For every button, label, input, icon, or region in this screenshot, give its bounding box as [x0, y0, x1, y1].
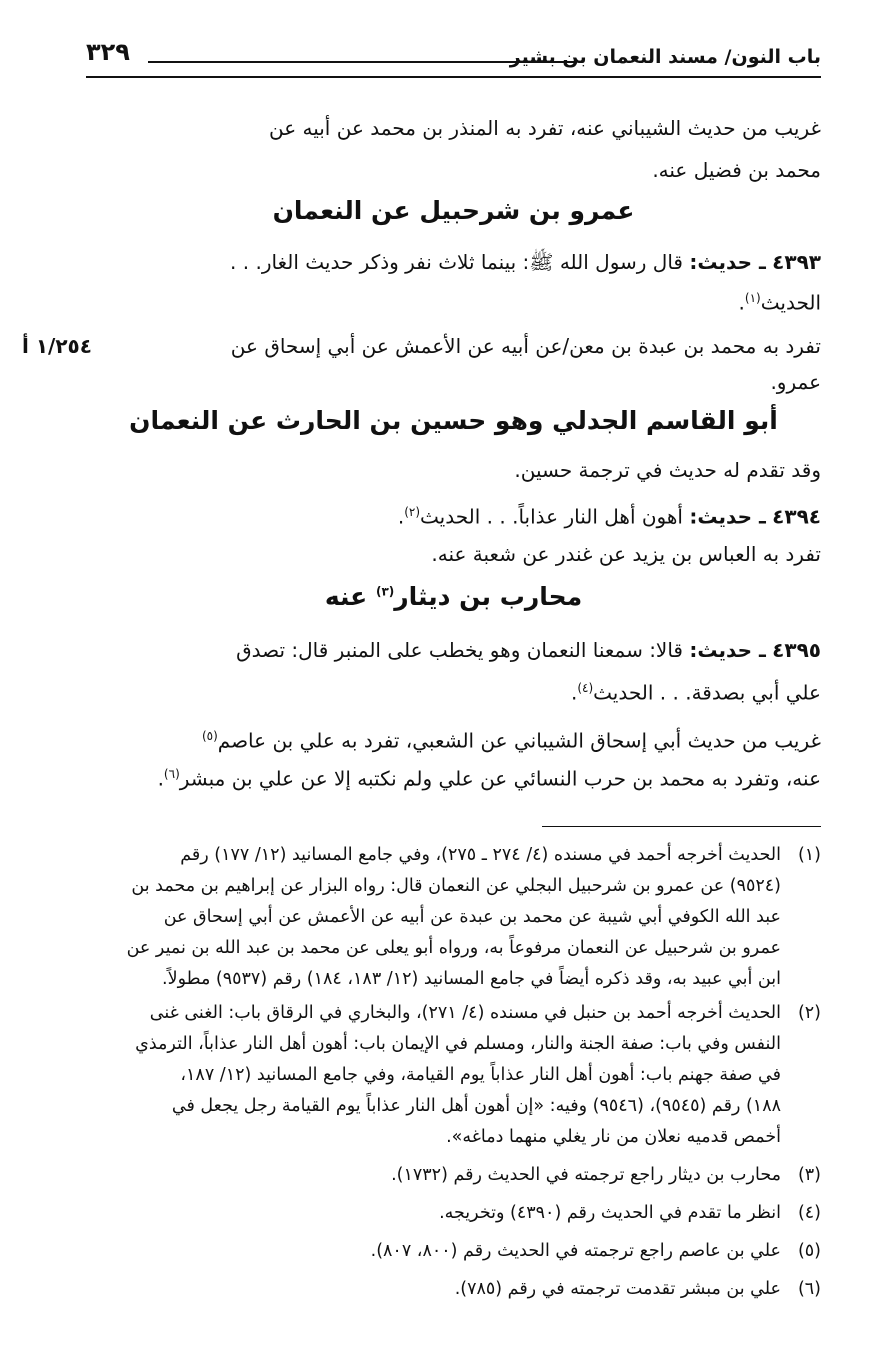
footnote-ref: (٤) [577, 681, 594, 695]
footnote-separator [542, 826, 821, 827]
footnote-ref: (٣) [375, 584, 395, 599]
section-heading-abu-alqasim: أبو القاسم الجدلي وهو حسين بن الحارث عن النعمان [129, 406, 778, 435]
footnote-ref: (٥) [201, 729, 218, 743]
footnote-line: الحديث أخرجه أحمد في مسنده (٤/ ٢٧٤ ـ ٢٧٥)، وفي جامع المسانيد (١٢/ ١٧٧) رقم [180, 845, 781, 865]
footnote-number: (١) [797, 845, 821, 865]
footnote-number: (٢) [797, 1003, 821, 1023]
footnote-line: عبد الله الكوفي أبي شيبة عن محمد بن عبدة عن أبيه عن الأعمش عن أبي إسحاق عن [163, 907, 781, 927]
hadith-number: ٤٣٩٣ [772, 250, 821, 274]
footnote-5 [86, 1236, 821, 1267]
footnote-line: انظر ما تقدم في الحديث رقم (٤٣٩٠) وتخريجه. [439, 1203, 781, 1223]
hadith-text: علي أبي بصدقة. . . الحديث [593, 680, 821, 705]
heading-text: عنه [324, 582, 368, 611]
paragraph-text: غريب من حديث أبي إسحاق الشيباني عن الشعبي، تفرد به علي بن عاصم [217, 728, 821, 753]
footnote-line: الحديث أخرجه أحمد بن حنبل في مسنده (٤/ ٢٧١)، والبخاري في الرقاق باب: الغنى غنى [149, 1003, 781, 1023]
footnote-number: (٥) [797, 1241, 821, 1261]
footnote-line: ١٨٨) رقم (٩٥٤٥)، (٩٥٤٦) وفيه: «إن أهون أهل النار عذاباً يوم القيامة رجل يجعل في [171, 1096, 781, 1116]
footnote-line: (٩٥٢٤) عن عمرو بن شرحبيل البجلي عن النعمان قال: رواه البزار عن إبراهيم بن محمد بن [131, 876, 781, 896]
footnote-number: (٤) [797, 1203, 821, 1223]
paragraph-2-line-1: تفرد به محمد بن عبدة بن معن/عن أبيه عن الأعمش عن أبي إسحاق عن [230, 334, 821, 358]
paragraph-5-line-2: عنه، وتفرد به محمد بن حرب النسائي عن علي ولم نكتبه إلا عن علي بن مبشر$^{(٦)}$. [157, 766, 821, 791]
footnote-line: ابن أبي عبيد به، وقد ذكره أيضاً في جامع المسانيد (١٢/ ١٨٣، ١٨٤) رقم (٩٥٣٧) مطولاً. [162, 969, 781, 989]
paragraph-1-line-2: محمد بن فضيل عنه. [652, 158, 821, 182]
hadith-4395-line-2: علي أبي بصدقة. . . الحديث$^{(٤)}$. [570, 680, 821, 705]
footnote-line: في صفة جهنم باب: أهون أهل النار عذاباً يوم القيامة، وفي جامع المسانيد (١٢/ ١٨٧، [180, 1065, 781, 1085]
hadith-text: الحديث [760, 290, 821, 315]
footnote-line: علي بن مبشر تقدمت ترجمته في رقم (٧٨٥). [454, 1279, 781, 1299]
hadith-number: ٤٣٩٤ [772, 504, 821, 529]
footnote-1 [86, 840, 821, 995]
header-title: باب النون/ مسند النعمان بن بشير [509, 46, 821, 68]
heading-text: محارب بن ديثار [394, 582, 583, 611]
footnote-line: محارب بن ديثار راجع ترجمته في الحديث رقم (١٧٣٢). [391, 1165, 781, 1185]
hadith-label: ـ حديث: [689, 504, 766, 529]
footnote-number: (٦) [797, 1279, 821, 1299]
footnote-ref: (٦) [163, 767, 180, 781]
hadith-number: ٤٣٩٥ [772, 638, 821, 662]
paragraph-3: وقد تقدم له حديث في ترجمة حسين. [514, 458, 821, 482]
paragraph-2-line-2: عمرو. [770, 370, 821, 394]
footnote-ref: (٢) [404, 505, 421, 519]
hadith-text: قالا: سمعنا النعمان وهو يخطب على المنبر قال: تصدق [236, 638, 683, 662]
section-heading-muharib [86, 582, 821, 611]
hadith-label: ـ حديث: [689, 250, 766, 274]
footnote-line: علي بن عاصم راجع ترجمته في الحديث رقم (٨٠٠، ٨٠٧). [370, 1241, 781, 1261]
footnote-4 [86, 1198, 821, 1229]
section-heading-amr: عمرو بن شرحبيل عن النعمان [272, 196, 635, 225]
paragraph-4: تفرد به العباس بن يزيد عن غندر عن شعبة عنه. [431, 542, 821, 566]
hadith-text: أهون أهل النار عذاباً. . . الحديث [420, 504, 683, 529]
footnote-line: عمرو بن شرحبيل عن النعمان مرفوعاً به، ورواه أبو يعلى عن محمد بن عبد الله بن نمير عن [126, 938, 781, 958]
hadith-text: قال رسول الله ﷺ: بينما ثلاث نفر وذكر حديث الغار. . . [230, 250, 683, 274]
footnote-2 [86, 998, 821, 1153]
header-rule [86, 76, 821, 78]
page-number: ٣٢٩ [86, 38, 130, 66]
paragraph-1-line-1: غريب من حديث الشيباني عنه، تفرد به المنذر بن محمد عن أبيه عن [268, 116, 821, 140]
footnote-line: أخمص قدميه نعلان من نار يغلي منهما دماغه». [446, 1127, 781, 1147]
header-line [148, 61, 575, 63]
footnote-number: (٣) [797, 1165, 821, 1185]
hadith-4394: ٤٣٩٤ ـ حديث: أهون أهل النار عذاباً. . . الحديث$^{(٢)}$. [397, 504, 821, 529]
footnote-3 [86, 1160, 821, 1191]
running-header [86, 36, 821, 76]
footnote-6 [86, 1274, 821, 1305]
margin-manuscript-note: ١/٢٥٤ أ [22, 334, 92, 358]
footnote-ref: (١) [744, 291, 761, 305]
hadith-4393-line-2: الحديث$^{(١)}$. [738, 290, 821, 315]
footnote-line: النفس وفي باب: صفة الجنة والنار، ومسلم في الإيمان باب: أهون أهل النار عذاباً، الترمذي [135, 1034, 781, 1054]
hadith-label: ـ حديث: [689, 638, 766, 662]
paragraph-text: عنه، وتفرد به محمد بن حرب النسائي عن علي ولم نكتبه إلا عن علي بن مبشر [179, 766, 821, 791]
